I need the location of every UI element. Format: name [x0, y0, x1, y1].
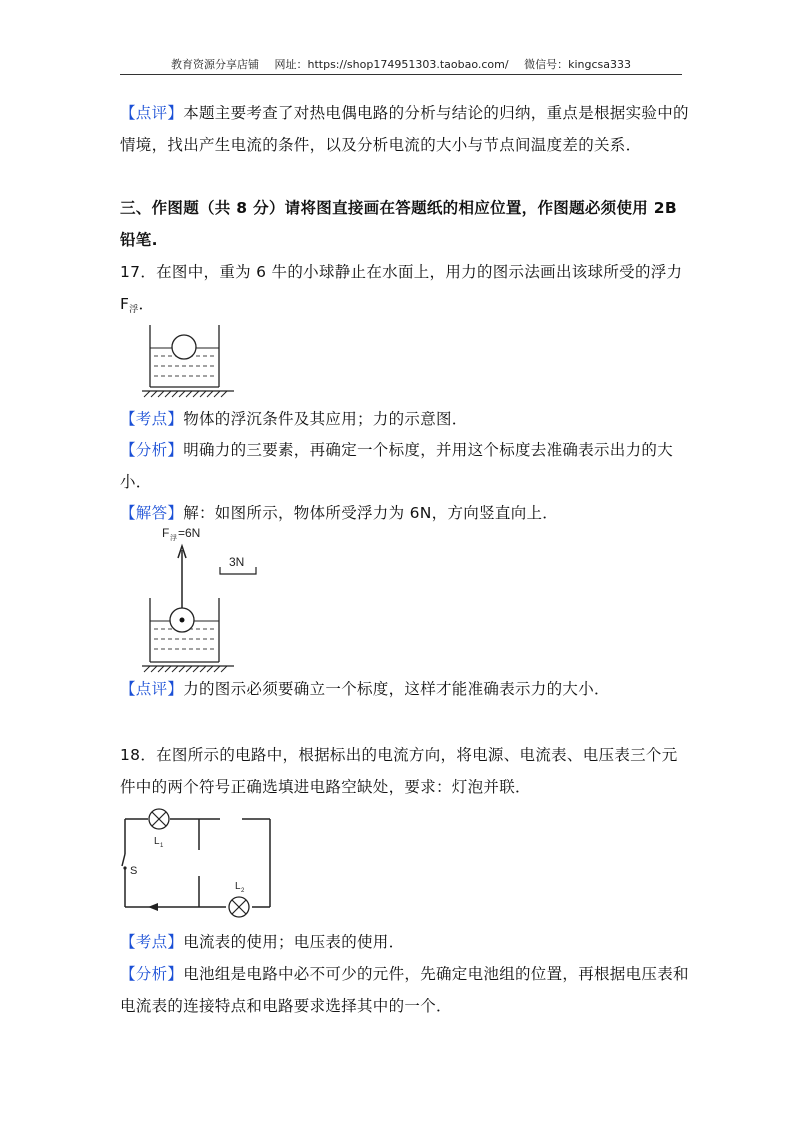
review-16-text: 本题主要考查了对热电偶电路的分析与结论的归纳，重点是根据实验中的情境，找出产生电流的条件，以及分析电流的大小与节点间温度差的关系．: [120, 104, 689, 154]
q17-answer-figure: [142, 522, 282, 674]
q18-circuit-figure: [118, 806, 278, 918]
q18-kaodian-tag: 【考点】: [120, 933, 184, 951]
switch-label: S: [130, 865, 138, 877]
q17-kaodian: [120, 403, 690, 435]
force-label-main: F: [162, 526, 170, 540]
current-direction-arrow-icon: [148, 903, 158, 911]
lamp-l1-label: L: [154, 836, 160, 847]
q17-stem: [120, 256, 690, 326]
page-header: [120, 56, 682, 72]
q18-fenxi-text: 电池组是电路中必不可少的元件，先确定电池组的位置，再根据电压表和电流表的连接特点和电路要求选择其中的一个．: [120, 965, 689, 1015]
review-16-tag: 【点评】: [120, 104, 184, 122]
header-divider: [120, 74, 682, 75]
q17-kaodian-text: 物体的浮沉条件及其应用；力的示意图．: [183, 410, 468, 428]
lamp-l2-label: L: [235, 881, 241, 892]
q18-fenxi: [120, 958, 690, 1022]
lamp-l2-sub: 2: [241, 888, 245, 894]
q17-jieda-tag: 【解答】: [120, 504, 184, 522]
review-16: [120, 97, 690, 161]
scale-label: 3N: [229, 555, 245, 569]
header-shop: 教育资源分享店铺: [171, 58, 259, 71]
q17-kaodian-tag: 【考点】: [120, 410, 184, 428]
q18-fenxi-tag: 【分析】: [120, 965, 184, 983]
header-wechat: 微信号：kingcsa333: [524, 58, 631, 71]
q17-dianping-tag: 【点评】: [120, 680, 184, 698]
lamp-l1-icon: [149, 809, 169, 829]
switch-blade: [122, 854, 125, 866]
q17-stem-sub: 浮: [129, 305, 139, 315]
lamp-l1-sub: 1: [160, 843, 164, 849]
q17-dianping-text: 力的图示必须要确立一个标度，这样才能准确表示力的大小．: [183, 680, 610, 698]
q17-jieda-text: 解：如图所示，物体所受浮力为 6N，方向竖直向上．: [183, 504, 559, 522]
q17-stem-end: ．: [138, 295, 155, 313]
q17-fenxi-tag: 【分析】: [120, 441, 184, 459]
q18-kaodian-text: 电流表的使用；电压表的使用．: [183, 933, 405, 951]
q17-stem-text: 17．在图中，重为 6 牛的小球静止在水面上，用力的图示法画出该球所受的浮力 F: [120, 263, 683, 313]
force-label-value: =6N: [178, 526, 201, 540]
header-url: 网址：https://shop174951303.taobao.com/: [274, 58, 509, 71]
q17-figure-ball-in-water: [142, 320, 252, 398]
force-label-sub: 浮: [170, 535, 177, 542]
lamp-l2-icon: [229, 897, 249, 917]
q17-dianping: [120, 673, 690, 705]
section-3-title: 三、作图题（共 8 分）请将图直接画在答题纸的相应位置，作图题必须使用 2B 铅笔.: [120, 199, 677, 249]
q18-stem: 18．在图所示的电路中，根据标出的电流方向，将电源、电流表、电压表三个元件中的两个符号正确选填进电路空缺处，要求：灯泡并联．: [120, 746, 678, 796]
q17-fenxi: [120, 434, 690, 498]
q17-fenxi-text: 明确力的三要素，再确定一个标度，并用这个标度去准确表示出力的大小．: [120, 441, 674, 491]
q18-kaodian: [120, 926, 690, 958]
